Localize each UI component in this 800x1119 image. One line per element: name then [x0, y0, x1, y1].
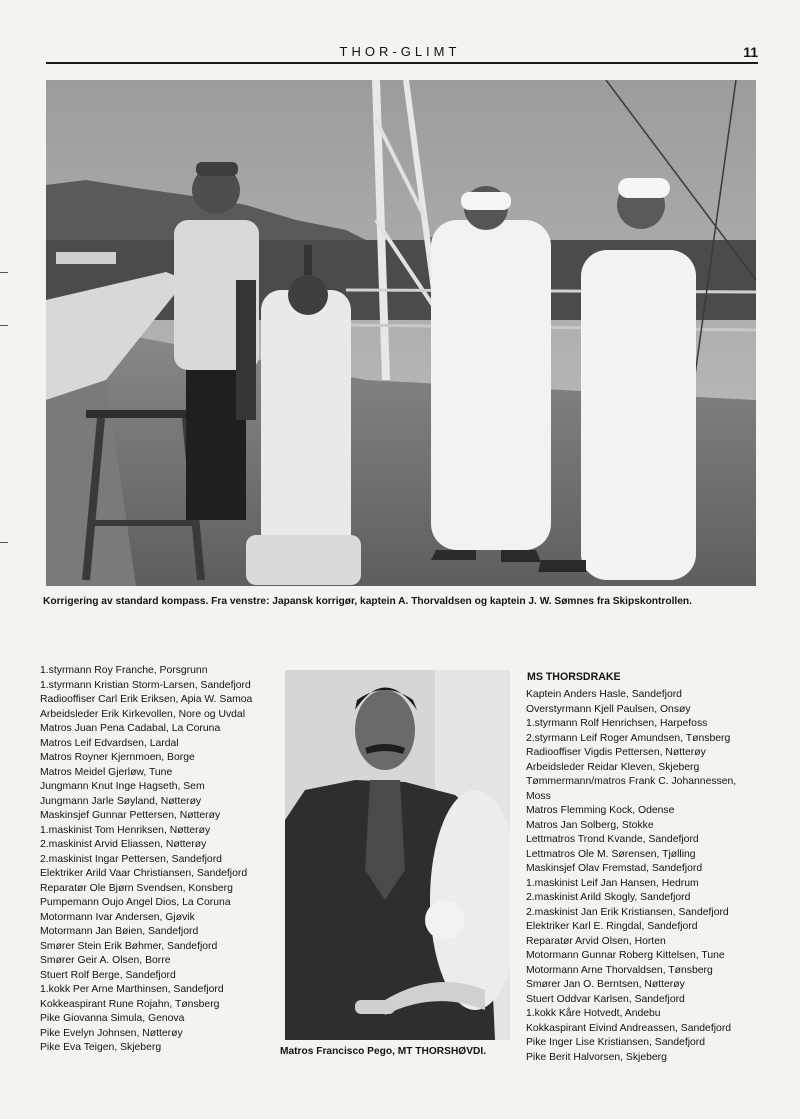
crew-entry: Pike Giovanna Simula, Genova	[40, 1013, 185, 1024]
crew-entry: Stuert Rolf Berge, Sandefjord	[40, 969, 176, 981]
crew-entry: 2.maskinist Jan Erik Kristiansen, Sandefjord	[526, 906, 729, 918]
binding-mark	[0, 542, 8, 543]
crew-entry: Motormann Arne Thorvaldsen, Tønsberg	[526, 964, 713, 976]
crew-entry: Elektriker Arild Vaar Christiansen, Sandefjord	[40, 868, 248, 879]
crew-entry: Matros Meidel Gjerløw, Tune	[40, 766, 173, 778]
crew-entry: Smører Jan O. Berntsen, Nøtterøy	[526, 979, 685, 990]
crew-entry: Matros Flemming Kock, Odense	[526, 805, 675, 816]
crew-entry: Arbeidsleder Reidar Kleven, Skjeberg	[526, 761, 700, 773]
binding-mark	[0, 272, 8, 273]
crew-entry: Matros Royner Kjernmoen, Borge	[40, 752, 195, 763]
ship-heading: MS THORSDRAKE	[527, 671, 621, 683]
crew-entry: 1.styrmann Kristian Storm-Larsen, Sandefjord	[40, 679, 251, 691]
binding-mark	[0, 325, 8, 326]
crew-entry: 2.styrmann Leif Roger Amundsen, Tønsberg	[526, 732, 731, 744]
header-rule	[46, 62, 758, 64]
crew-entry: Overstyrmann Kjell Paulsen, Onsøy	[526, 703, 691, 715]
crew-entry: 2.maskinist Ingar Pettersen, Sandefjord	[40, 853, 222, 865]
crew-entry: Moss	[526, 790, 551, 802]
crew-entry: Lettmatros Ole M. Sørensen, Tjølling	[526, 848, 696, 860]
crew-entry: Stuert Oddvar Karlsen, Sandefjord	[526, 993, 685, 1005]
crew-entry: Motormann Ivar Andersen, Gjøvik	[40, 911, 195, 923]
deck-scene-illustration	[46, 80, 756, 586]
crew-entry: Kokkeaspirant Rune Rojahn, Tønsberg	[40, 998, 220, 1010]
crew-entry: Pumpemann Oujo Angel Dios, La Coruna	[40, 897, 231, 908]
sailor-portrait-illustration	[285, 670, 510, 1040]
crew-entry: 1.styrmann Roy Franche, Porsgrunn	[40, 665, 208, 676]
crew-entry: Radiooffiser Carl Erik Eriksen, Apia W. Samoa	[40, 694, 253, 705]
crew-entry: 1.kokk Kåre Hotvedt, Andebu	[526, 1008, 661, 1019]
crew-entry: Matros Jan Solberg, Stokke	[526, 819, 654, 831]
crew-entry: Pike Inger Lise Kristiansen, Sandefjord	[526, 1037, 706, 1048]
crew-entry: 1.maskinist Tom Henriksen, Nøtterøy	[40, 824, 211, 836]
sailor-portrait-photo	[285, 670, 510, 1040]
bottom-photo-caption: Matros Francisco Pego, MT THORSHØVDI.	[280, 1046, 487, 1057]
crew-entry: Kokkaspirant Eivind Andreassen, Sandefjord	[526, 1022, 732, 1034]
crew-entry: 1.styrmann Rolf Henrichsen, Harpefoss	[526, 718, 708, 729]
crew-entry: Radiooffiser Vigdis Pettersen, Nøtterøy	[526, 747, 706, 758]
crew-entry: Arbeidsleder Erik Kirkevollen, Nore og Uvdal	[40, 708, 246, 720]
crew-entry: Motormann Gunnar Roberg Kittelsen, Tune	[526, 950, 725, 961]
crew-entry: Pike Eva Teigen, Skjeberg	[40, 1042, 162, 1053]
crew-entry: Matros Juan Pena Cadabal, La Coruna	[40, 723, 221, 734]
crew-entry: Tømmermann/matros Frank C. Johannessen,	[526, 776, 737, 787]
crew-entry: Smører Geir A. Olsen, Borre	[40, 955, 171, 966]
crew-entry: Pike Evelyn Johnsen, Nøtterøy	[40, 1027, 183, 1039]
crew-entry: Pike Berit Halvorsen, Skjeberg	[526, 1051, 667, 1063]
crew-entry: 1.maskinist Leif Jan Hansen, Hedrum	[526, 877, 699, 889]
crew-entry: Elektriker Karl E. Ringdal, Sandefjord	[526, 921, 698, 932]
crew-entry: Reparatør Arvid Olsen, Horten	[526, 935, 666, 947]
crew-entry: Maskinsjef Olav Fremstad, Sandefjord	[526, 863, 703, 874]
crew-entry: Kaptein Anders Hasle, Sandefjord	[526, 689, 682, 700]
crew-list-right	[526, 688, 766, 1065]
compass-correction-photo	[46, 80, 756, 586]
crew-list-left	[40, 664, 280, 1056]
crew-entry: Reparatør Ole Bjørn Svendsen, Konsberg	[40, 882, 233, 894]
crew-entry: 1.kokk Per Arne Marthinsen, Sandefjord	[40, 984, 224, 995]
magazine-title: THOR-GLIMT	[339, 44, 461, 59]
crew-entry: Jungmann Jarle Søyland, Nøtterøy	[40, 795, 202, 807]
top-photo-caption: Korrigering av standard kompass. Fra venstre: Japansk korrigør, kaptein A. Thorvaldsen og kaptein J. W. Sømnes fra Skipskontrollen.	[43, 596, 692, 607]
page-number: 11	[743, 44, 758, 60]
crew-entry: 2.maskinist Arild Skogly, Sandefjord	[526, 892, 691, 903]
crew-entry: Motormann Jan Bøien, Sandefjord	[40, 926, 199, 937]
crew-entry: Maskinsjef Gunnar Pettersen, Nøtterøy	[40, 810, 221, 821]
crew-entry: Smører Stein Erik Bøhmer, Sandefjord	[40, 940, 218, 952]
crew-entry: Lettmatros Trond Kvande, Sandefjord	[526, 834, 699, 845]
crew-entry: 2.maskinist Arvid Eliassen, Nøtterøy	[40, 839, 207, 850]
crew-entry: Matros Leif Edvardsen, Lardal	[40, 737, 179, 749]
crew-entry: Jungmann Knut Inge Hagseth, Sem	[40, 781, 205, 792]
